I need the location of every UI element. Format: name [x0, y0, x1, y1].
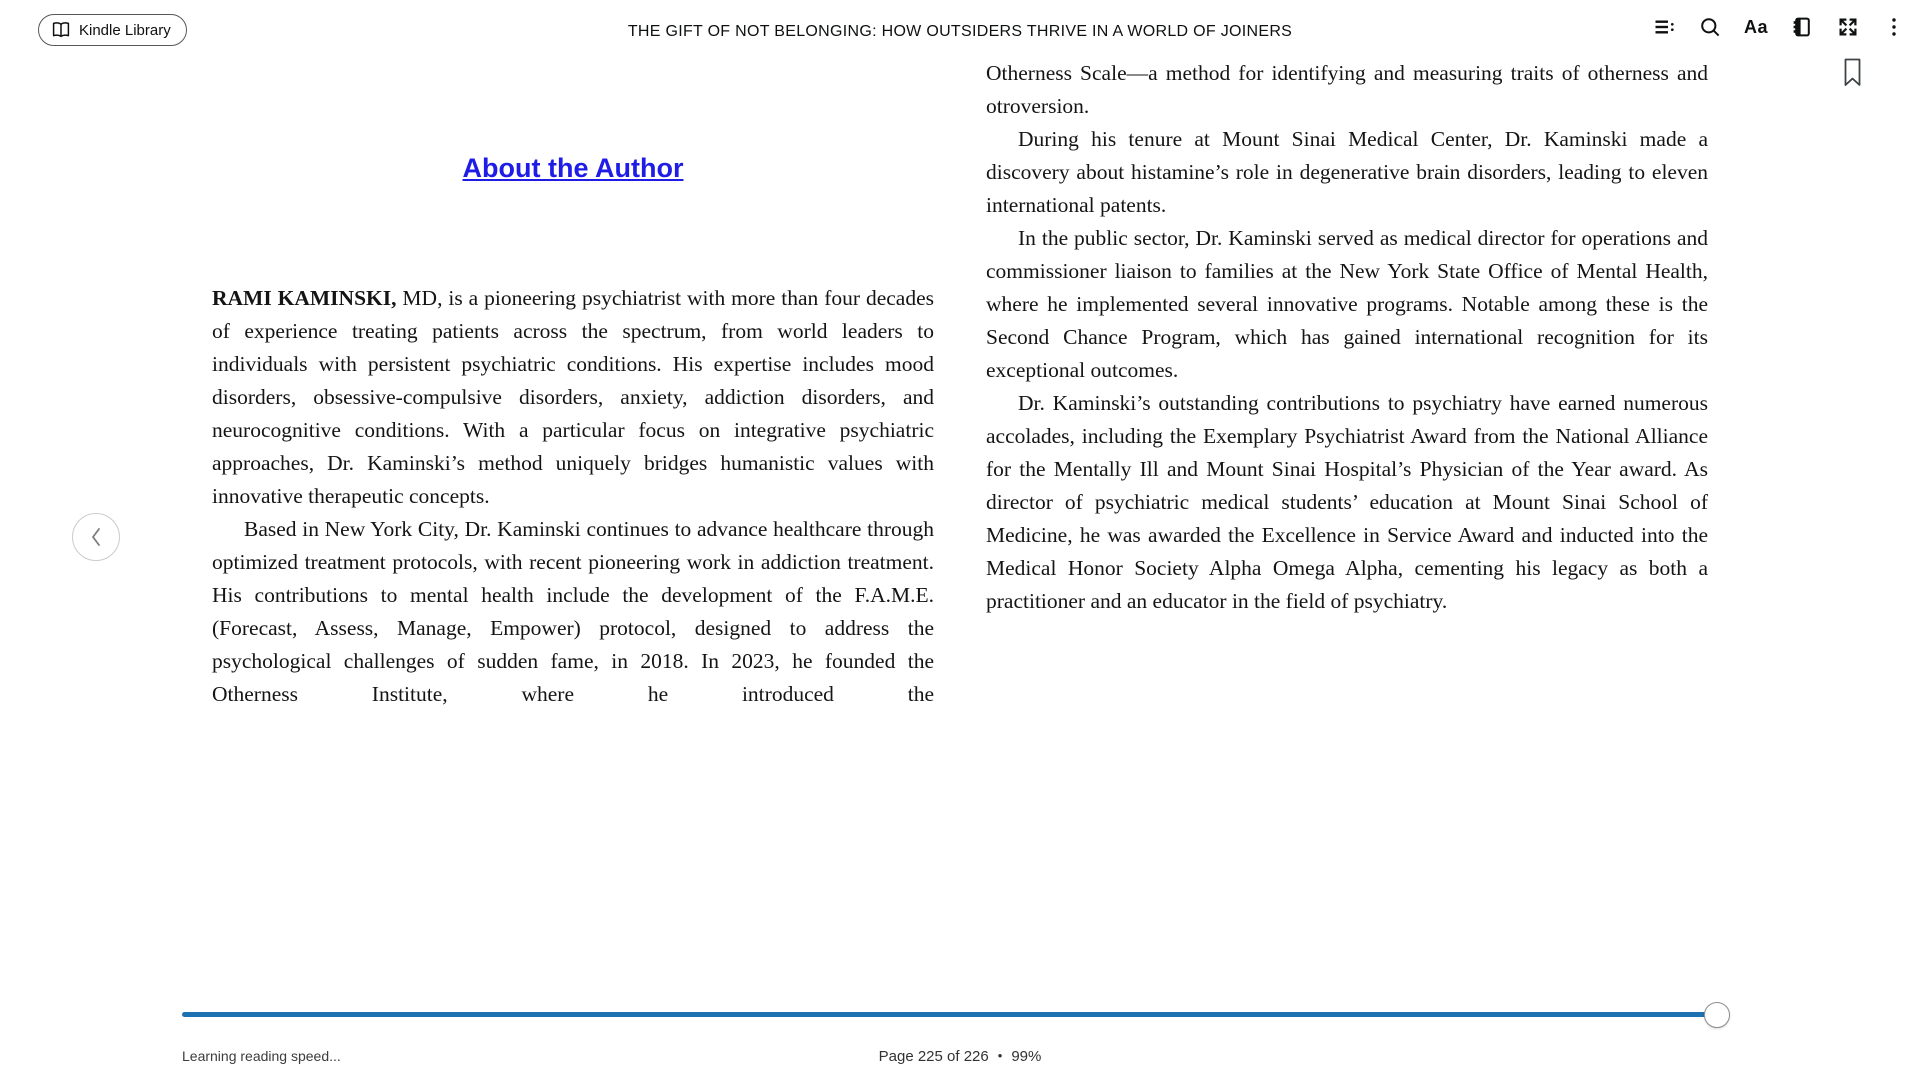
paragraph-author-bio-4: During his tenure at Mount Sinai Medical Center, Dr. Kaminski made a discovery about histamine’s role in degenerative brain disorders, leading to eleven international patents.: [986, 127, 1708, 217]
page-layout-notebook-icon: [1790, 15, 1814, 39]
section-heading-link[interactable]: About the Author: [462, 153, 684, 183]
fullscreen-button[interactable]: [1835, 14, 1861, 40]
paragraph-author-bio-2: Based in New York City, Dr. Kaminski continues to advance healthcare through optimized treatment protocols, with recent pioneering work in addiction treatment. His contributions to mental health include the development of the F.A.M.E. (Forecast, Assess, Manage, Empower) protocol, designed to address the psychological challenges of sudden fame, in 2018. In 2023, he founded the Otherness Institute, where he introduced the: [212, 517, 934, 706]
bullet-separator: •: [997, 1048, 1003, 1063]
page-column-left: [212, 52, 934, 711]
page-number-label: Page 225 of 226: [878, 1048, 989, 1065]
table-of-contents-button[interactable]: [1651, 14, 1677, 40]
more-options-button[interactable]: [1881, 14, 1907, 40]
reading-progress-fill: [182, 1012, 1717, 1017]
previous-page-button[interactable]: [72, 513, 120, 561]
paragraph-author-bio-6: Dr. Kaminski’s outstanding contributions to psychiatry have earned numerous accolades, including the Exemplary Psychiatrist Award from the National Alliance for the Mentally Ill and Mount Sinai Hospital’s Physician of the Year award. As director of psychiatric medical students’ education at Mount Sinai School of Medicine, he was awarded the Excellence in Service Award and inducted into the Medical Honor Society Alpha Omega Alpha, cementing his legacy as both a practitioner and an educator in the field of psychiatry.: [986, 391, 1708, 613]
paragraph-author-bio-5: In the public sector, Dr. Kaminski served as medical director for operations and commissioner liaison to families at the New York State Office of Mental Health, where he implemented several innovative programs. Notable among these is the Second Chance Program, which has gained international recognition for its exceptional outcomes.: [986, 226, 1708, 382]
paragraph-author-bio-1: [212, 282, 934, 513]
kebab-menu-icon: [1882, 15, 1906, 39]
reading-speed-status: Learning reading speed...: [182, 1048, 341, 1064]
bookmark-button[interactable]: [1843, 58, 1862, 87]
page-layout-button[interactable]: [1789, 14, 1815, 40]
bookmark-outline-icon: [1843, 58, 1862, 87]
paragraph-author-bio-3: Otherness Scale—a method for identifying and measuring traits of otherness and otroversion.: [986, 61, 1708, 118]
chevron-left-icon: [89, 526, 103, 548]
page-column-right: [986, 52, 1708, 618]
toolbar-icons: [1651, 14, 1907, 40]
kindle-library-label: Kindle Library: [79, 21, 171, 39]
table-of-contents-icon: [1652, 15, 1676, 39]
paragraph-author-bio-1-text: MD, is a pioneering psychiatrist with more than four decades of experience treating patients across the spectrum, from world leaders to individuals with persistent psychiatric conditions. His expertise includes mood disorders, obsessive-compulsive disorders, anxiety, addiction disorders, and neurocognitive conditions. With a particular focus on integrative psychiatric approaches, Dr. Kaminski’s method uniquely bridges humanistic values with innovative therapeutic concepts.: [212, 286, 934, 508]
author-name-bold: RAMI KAMINSKI,: [212, 286, 397, 310]
search-icon: [1698, 15, 1722, 39]
page-indicator: [0, 1048, 1920, 1065]
font-settings-aa-icon: Aa: [1743, 16, 1768, 37]
percent-read-label: 99%: [1011, 1048, 1042, 1065]
top-toolbar: [0, 0, 1920, 52]
font-settings-button[interactable]: [1743, 14, 1769, 40]
book-title: THE GIFT OF NOT BELONGING: HOW OUTSIDERS THRIVE IN A WORLD OF JOINERS: [627, 23, 1293, 40]
fullscreen-expand-icon: [1836, 15, 1860, 39]
reading-progress-bar[interactable]: [182, 1012, 1738, 1017]
search-button[interactable]: [1697, 14, 1723, 40]
progress-slider-knob[interactable]: [1704, 1002, 1730, 1028]
